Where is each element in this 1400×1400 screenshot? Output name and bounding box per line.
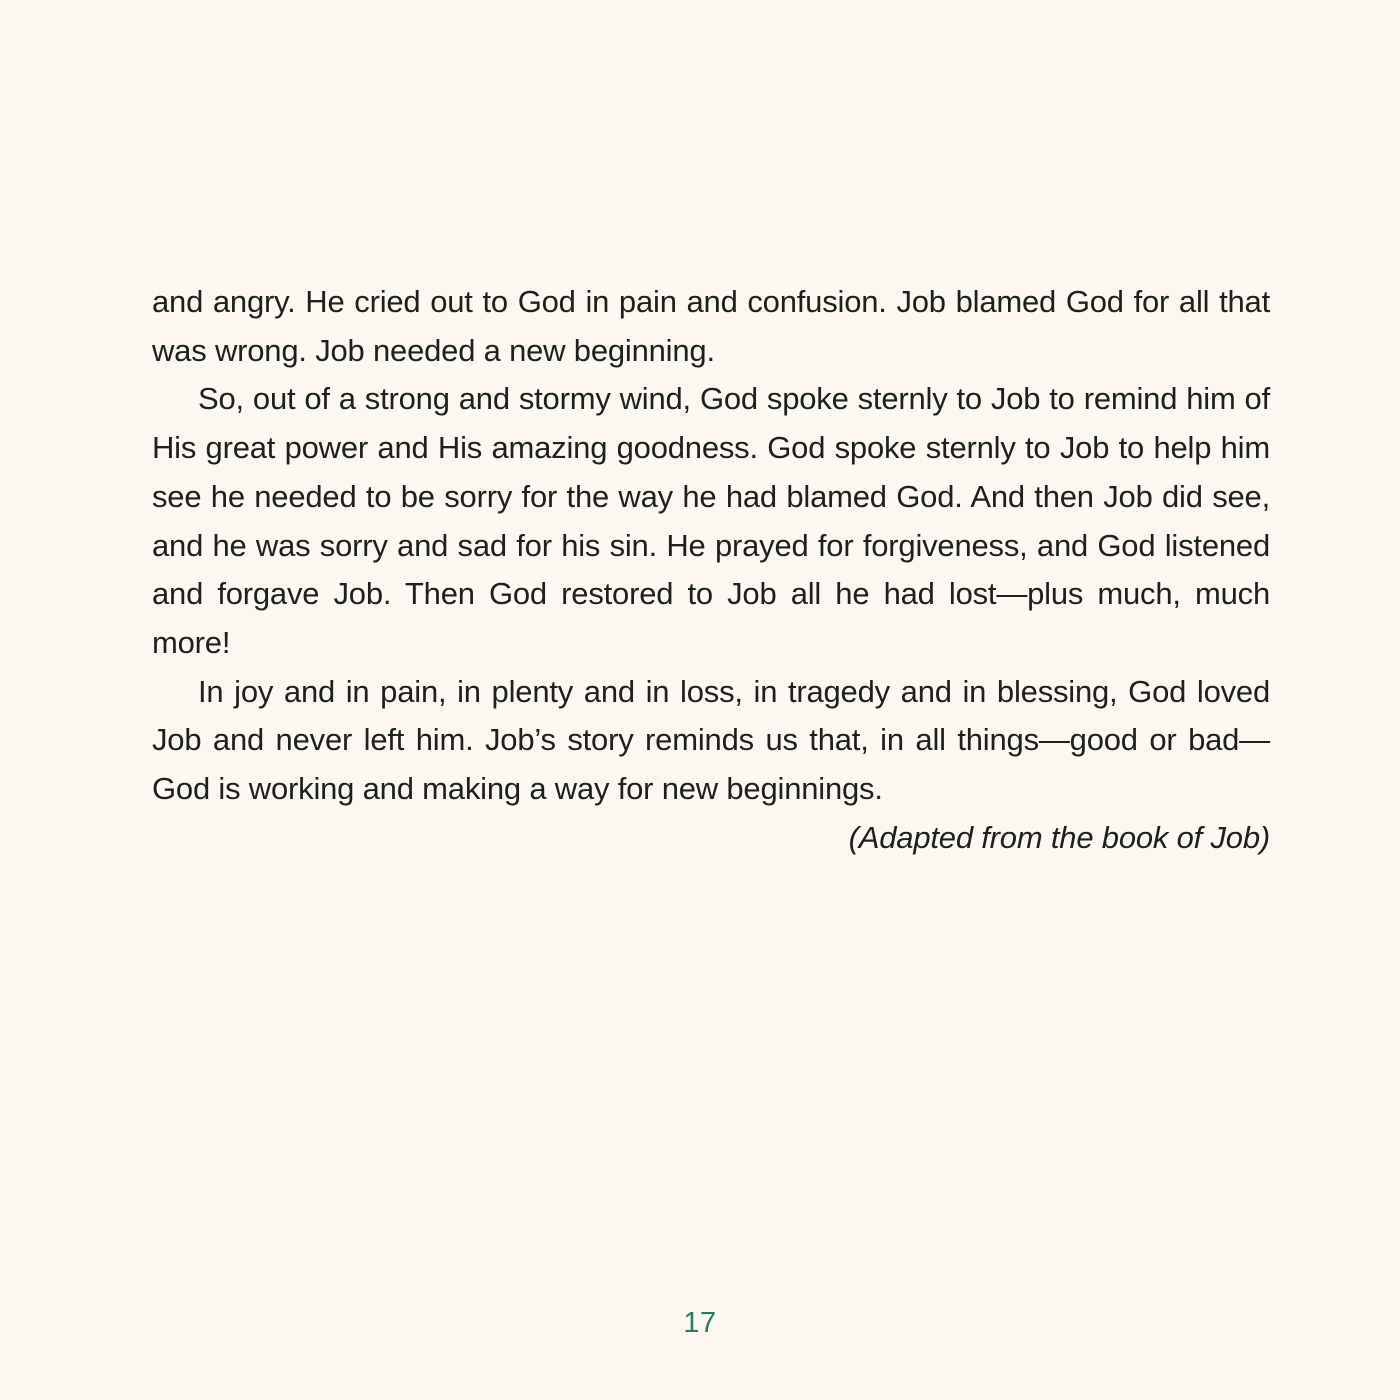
paragraph-continued: and angry. He cried out to God in pain and confusion. Job blamed God for all that was wrong. Job needed a new beginning. <box>152 284 1270 368</box>
source-attribution: (Adapted from the book of Job) <box>848 819 1270 855</box>
paragraph: In joy and in pain, in plenty and in loss, in tragedy and in blessing, God loved Job and never left him. Job’s story reminds us that, in all things—good or bad—God is working and making a way for new beginnings. <box>152 673 1270 807</box>
page-number: 17 <box>683 1307 717 1339</box>
story-text-block <box>152 278 1270 862</box>
paragraph: So, out of a strong and stormy wind, God spoke sternly to Job to remind him of His great power and His amazing goodness. God spoke sternly to Job to help him see he needed to be sorry for the way he had blamed God. And then Job did see, and he was sorry and sad for his sin. He prayed for forgiveness, and God listened and forgave Job. Then God restored to Job all he had lost—plus much, much more! <box>152 381 1270 660</box>
